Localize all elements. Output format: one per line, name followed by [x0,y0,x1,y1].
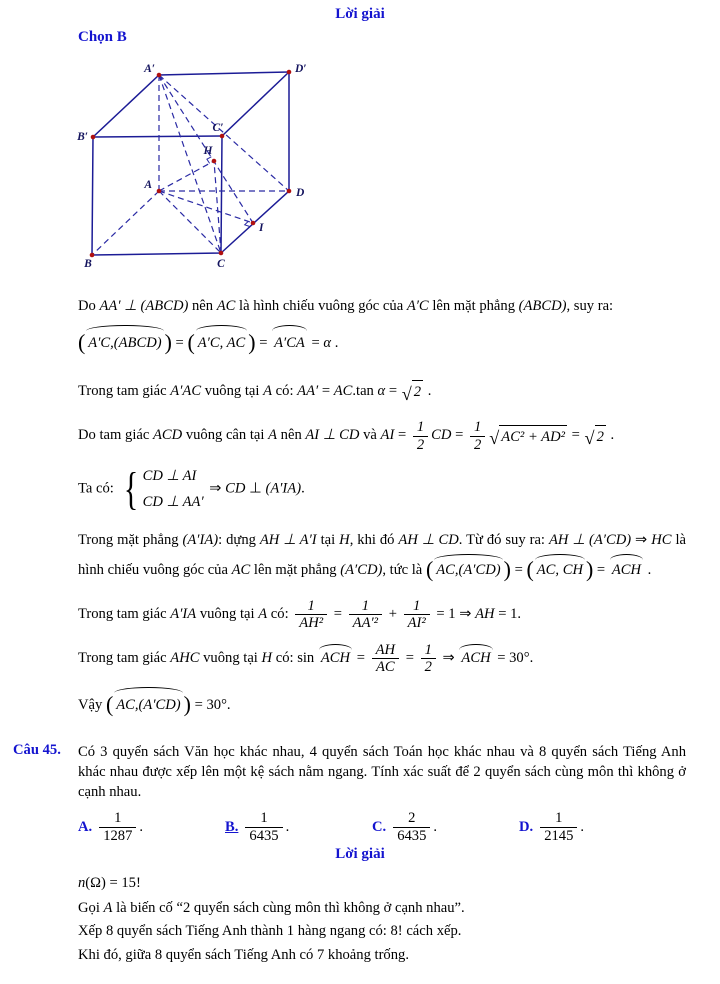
option-B [225,810,372,844]
solution-paragraph: Do tam giác ACD vuông cân tại A nên AI ⊥ CD và AI = $\frac{1}{2}$ CD = $\frac{1}{2}$ √ AC² + AD² = √ 2 . [78,419,615,453]
option-C-label: C. [372,818,387,835]
option-suffix: . [580,818,585,835]
vertex-labels [76,63,306,270]
solution-paragraph: Vậy ( AC,(A′CD) ) = 30°. [78,687,686,720]
option-suffix: . [139,818,144,835]
option-A-fraction: $\frac{1}{1287}$ [99,810,136,844]
question-45 [13,742,686,802]
right-angle-marks [207,157,250,227]
solution-formula: ( A′C,(ABCD) ) = ( A′C, AC ) = A′CA = α . [78,325,686,358]
solution-body [78,60,686,720]
label-D-prime: D′ [295,63,307,75]
label-I: I [259,222,264,234]
question-text: Có 3 quyển sách Văn học khác nhau, 4 quyển sách Toán học khác nhau và 8 quyển sách Tiếng Anh khác nhau được xếp lên một kệ sách nằm ngang. Tính xác suất để 2 quyển sách cùng môn thì không ở cạnh nhau. [78,744,686,801]
option-B-fraction: $\frac{1}{6435}$ [245,810,282,844]
question-number: Câu 45. [13,742,61,759]
choice-answer: Chọn B [78,29,127,45]
option-D [519,810,666,844]
option-A [78,810,225,844]
figure-container [75,60,325,279]
cube-figure [75,60,325,274]
solution2-line: Xếp 8 quyển sách Tiếng Anh thành 1 hàng ngang có: 8! cách xếp. [78,923,462,940]
label-A: A [144,179,152,191]
label-D: D [296,187,305,199]
solution2-line: Gọi A là biến cố “2 quyển sách cùng môn thì không ở cạnh nhau”. [78,899,465,916]
solution-paragraph: Trong mặt phẳng (A′IA): dựng AH ⊥ A′I tại H, khi đó AH ⊥ CD. Từ đó suy ra: AH ⊥ (A′CD) ⇒ HC là hình chiếu vuông góc của AC lên mặt phẳng (A′CD), tức là ( AC,(A′CD) ) = ( AC, CH ) = ACH . [78,527,686,584]
option-D-fraction: $\frac{1}{2145}$ [540,810,577,844]
solution-paragraph: Trong tam giác AHC vuông tại H có: sin ACH = $\frac{AH}{AC}$ = $\frac{1}{2}$ ⇒ ACH = 30°. [78,641,534,675]
solution-paragraph: Ta có: { CD ⊥ AI CD ⊥ AA′ ⇒ CD ⊥ (A′IA). [78,462,305,514]
solution2-line: Khi đó, giữa 8 quyển sách Tiếng Anh có 7 khoảng trống. [78,946,409,963]
answer-options [78,810,686,844]
option-A-label: A. [78,818,93,835]
label-C: C [217,258,225,270]
solution2-line: n(Ω) = 15! [78,874,141,891]
solution1-header: Lời giải [335,6,385,22]
option-C-fraction: $\frac{2}{6435}$ [393,810,430,844]
solution-paragraph: Trong tam giác A′IA vuông tại A có: $\frac{1}{\text{AH²}}$ = $\frac{1}{\text{AA′²}}$ + $\frac{1}{\text{AI²}}$ = 1 ⇒ AH = 1. [78,597,522,632]
solution2-header: Lời giải [335,845,385,862]
option-suffix: . [285,818,290,835]
option-B-label: B. [225,818,239,835]
label-B: B [84,258,92,270]
label-H: H [203,145,213,157]
option-D-label: D. [519,818,534,835]
solution-paragraph: Do AA′ ⊥ (ABCD) nên AC là hình chiếu vuông góc của A′C lên mặt phẳng (ABCD), suy ra: [78,298,614,314]
solution-paragraph: Trong tam giác A′AC vuông tại A có: AA′ = AC.tan α = √ 2 . [78,380,686,403]
option-suffix: . [433,818,438,835]
option-C [372,810,519,844]
label-C-prime: C′ [212,122,224,134]
label-B-prime: B′ [77,131,88,143]
label-A-prime: A′ [144,63,155,75]
